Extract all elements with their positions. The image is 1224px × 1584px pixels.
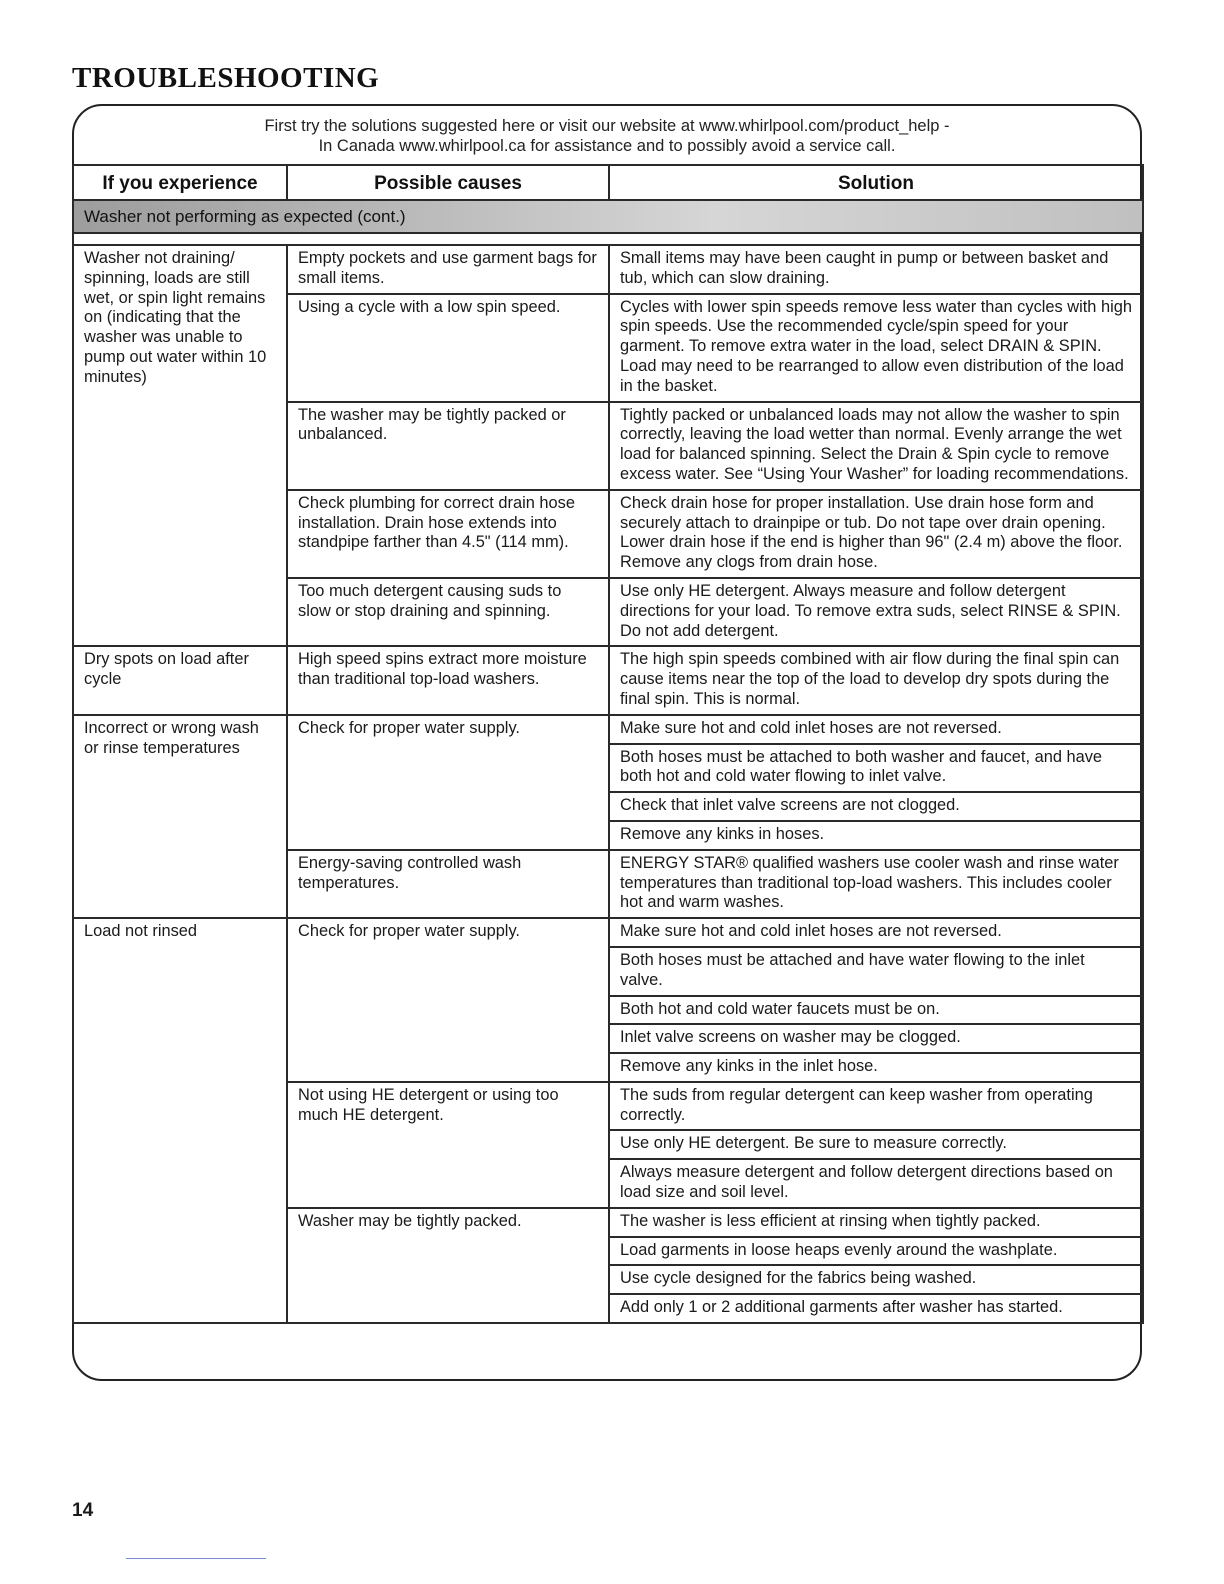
- solution-cell: Both hot and cold water faucets must be on.: [609, 996, 1143, 1025]
- table-row: [73, 245, 1143, 294]
- cause-cell: Energy-saving controlled wash temperatures.: [287, 850, 609, 918]
- page-title: TROUBLESHOOTING: [72, 62, 380, 94]
- experience-cell: Washer not draining/ spinning, loads are still wet, or spin light remains on (indicating that the washer was unable to pump out water within 10 minutes): [73, 245, 287, 646]
- solution-cell: Make sure hot and cold inlet hoses are not reversed.: [609, 715, 1143, 744]
- experience-cell: Incorrect or wrong wash or rinse temperatures: [73, 715, 287, 918]
- table-row: [73, 918, 1143, 947]
- solution-cell: Use cycle designed for the fabrics being washed.: [609, 1265, 1143, 1294]
- section-title: Washer not performing as expected (cont.): [73, 200, 1143, 233]
- intro-line-2: In Canada www.whirlpool.ca for assistance and to possibly avoid a service call.: [318, 137, 896, 155]
- troubleshooting-table: [72, 164, 1144, 1324]
- solution-cell: Check drain hose for proper installation. Use drain hose form and securely attach to drainpipe or tub. Do not tape over drain opening. Lower drain hose if the end is higher than 96" (2.4 m) above the floor. Remove any clogs from drain hose.: [609, 490, 1143, 578]
- cause-cell: Using a cycle with a low spin speed.: [287, 294, 609, 402]
- intro-line-1: First try the solutions suggested here or visit our website at www.whirlpool.com/product_help -: [264, 117, 950, 135]
- cause-cell: Not using HE detergent or using too much HE detergent.: [287, 1082, 609, 1208]
- solution-cell: Use only HE detergent. Always measure and follow detergent directions for your load. To remove extra suds, select RINSE & SPIN. Do not add detergent.: [609, 578, 1143, 646]
- cause-cell: Too much detergent causing suds to slow or stop draining and spinning.: [287, 578, 609, 646]
- solution-cell: Always measure detergent and follow detergent directions based on load size and soil level.: [609, 1159, 1143, 1208]
- page-number: 14: [72, 1500, 94, 1521]
- solution-cell: Remove any kinks in hoses.: [609, 821, 1143, 850]
- cause-cell: Check for proper water supply.: [287, 918, 609, 1082]
- section-gap: [73, 233, 1143, 245]
- cause-cell: High speed spins extract more moisture than traditional top-load washers.: [287, 646, 609, 714]
- table-header-row: [73, 165, 1143, 200]
- solution-cell: Small items may have been caught in pump or between basket and tub, which can slow draining.: [609, 245, 1143, 294]
- solution-cell: Add only 1 or 2 additional garments after washer has started.: [609, 1294, 1143, 1323]
- solution-cell: Inlet valve screens on washer may be clogged.: [609, 1024, 1143, 1053]
- solution-cell: Remove any kinks in the inlet hose.: [609, 1053, 1143, 1082]
- cause-cell: Check for proper water supply.: [287, 715, 609, 850]
- solution-cell: Cycles with lower spin speeds remove less water than cycles with high spin speeds. Use the recommended cycle/spin speed for your garment. To remove extra water in the load, select DRAIN & SPIN. Load may need to be rearranged to allow even distribution of the load in the basket.: [609, 294, 1143, 402]
- section-header-row: [73, 200, 1143, 233]
- bottom-rule: [126, 1558, 266, 1559]
- table-row: [73, 715, 1143, 744]
- solution-cell: ENERGY STAR® qualified washers use cooler wash and rinse water temperatures than traditional top-load washers. This includes cooler hot and warm washes.: [609, 850, 1143, 918]
- solution-cell: Use only HE detergent. Be sure to measure correctly.: [609, 1130, 1143, 1159]
- solution-cell: Both hoses must be attached and have water flowing to the inlet valve.: [609, 947, 1143, 996]
- experience-cell: Load not rinsed: [73, 918, 287, 1323]
- header-solution: Solution: [609, 165, 1143, 200]
- solution-cell: The suds from regular detergent can keep washer from operating correctly.: [609, 1082, 1143, 1131]
- header-causes: Possible causes: [287, 165, 609, 200]
- cause-cell: The washer may be tightly packed or unbalanced.: [287, 402, 609, 490]
- cause-cell: Check plumbing for correct drain hose installation. Drain hose extends into standpipe farther than 4.5" (114 mm).: [287, 490, 609, 578]
- solution-cell: The washer is less efficient at rinsing when tightly packed.: [609, 1208, 1143, 1237]
- header-experience: If you experience: [73, 165, 287, 200]
- cause-cell: Washer may be tightly packed.: [287, 1208, 609, 1323]
- table-row: [73, 646, 1143, 714]
- intro-text: [74, 116, 1140, 156]
- solution-cell: Check that inlet valve screens are not clogged.: [609, 792, 1143, 821]
- experience-cell: Dry spots on load after cycle: [73, 646, 287, 714]
- solution-cell: Both hoses must be attached to both washer and faucet, and have both hot and cold water flowing to inlet valve.: [609, 744, 1143, 793]
- cause-cell: Empty pockets and use garment bags for small items.: [287, 245, 609, 294]
- solution-cell: The high spin speeds combined with air flow during the final spin can cause items near the top of the load to develop dry spots during the final spin. This is normal.: [609, 646, 1143, 714]
- solution-cell: Make sure hot and cold inlet hoses are not reversed.: [609, 918, 1143, 947]
- solution-cell: Tightly packed or unbalanced loads may not allow the washer to spin correctly, leaving the load wetter than normal. Evenly arrange the wet load for balanced spinning. Select the Drain & Spin cycle to remove excess water. See “Using Your Washer” for loading recommendations.: [609, 402, 1143, 490]
- solution-cell: Load garments in loose heaps evenly around the washplate.: [609, 1237, 1143, 1266]
- table-body: [73, 245, 1143, 1323]
